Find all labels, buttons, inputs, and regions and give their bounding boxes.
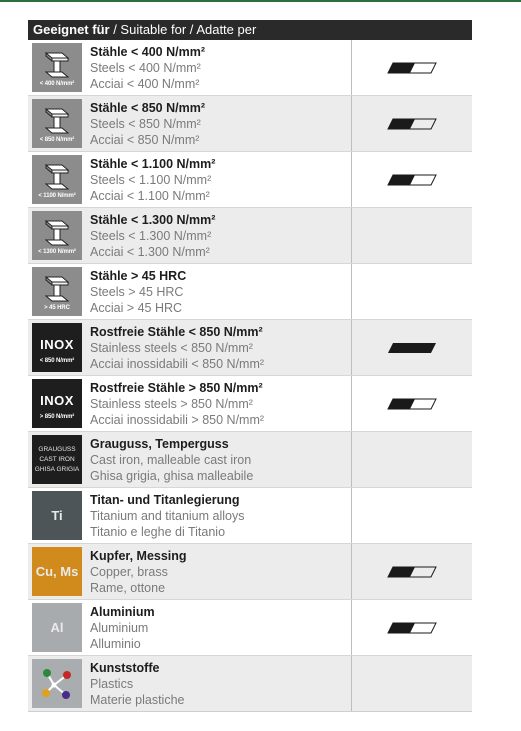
material-de: Stähle < 1.100 N/mm²: [90, 156, 216, 171]
material-texts: [90, 212, 215, 260]
top-accent-line: [0, 0, 521, 2]
icon-caption: < 400 N/mm²: [39, 81, 75, 87]
material-de: Kupfer, Messing: [90, 548, 187, 563]
steel-icon: [32, 99, 82, 148]
steel-icon: [32, 43, 82, 92]
icon-caption: < 1100 N/mm²: [38, 193, 76, 199]
material-texts: [90, 660, 185, 708]
material-en: Steels > 45 HRC: [90, 284, 184, 299]
material-texts: [90, 436, 253, 484]
material-it: Alluminio: [90, 636, 141, 651]
table-row: [28, 487, 472, 543]
rating-cell: [351, 376, 472, 431]
icon-caption: GHISA GRIGIA: [34, 465, 80, 473]
inox-icon: [32, 379, 82, 428]
inox-icon: [32, 323, 82, 372]
material-cell: [28, 432, 351, 487]
rating-half-icon: [387, 622, 437, 634]
icon-caption: CAST IRON: [39, 455, 75, 463]
material-cell: [28, 208, 351, 263]
material-cell: [28, 376, 351, 431]
material-texts: [90, 492, 244, 540]
material-en: Steels < 850 N/mm²: [90, 116, 201, 131]
material-it: Ghisa grigia, ghisa malleabile: [90, 468, 254, 483]
rating-half-icon: [387, 62, 437, 74]
steel-icon: [32, 155, 82, 204]
material-en: Stainless steels > 850 N/mm²: [90, 396, 253, 411]
steel-beam-icon: [42, 162, 72, 192]
material-texts: [90, 380, 264, 428]
material-texts: [90, 156, 215, 204]
material-de: Titan- und Titanlegierung: [90, 492, 240, 507]
material-en: Titanium and titanium alloys: [90, 508, 245, 523]
material-it: Acciai inossidabili < 850 N/mm²: [90, 356, 265, 371]
rating-cell: [351, 488, 472, 543]
material-it: Titanio e leghe di Titanio: [90, 524, 226, 539]
material-texts: [90, 548, 187, 596]
rating-cell: [351, 544, 472, 599]
material-en: Copper, brass: [90, 564, 168, 579]
material-cell: [28, 264, 351, 319]
header-it: Adatte per: [196, 22, 257, 37]
table-row: [28, 655, 472, 711]
rating-cell: [351, 96, 472, 151]
header-de: Geeignet für: [33, 22, 110, 37]
material-de: Stähle < 400 N/mm²: [90, 44, 205, 59]
rating-cell: [351, 656, 472, 711]
rating-half-icon: [387, 174, 437, 186]
icon-caption: < 1300 N/mm²: [38, 249, 76, 255]
table-row: [28, 151, 472, 207]
table-row: [28, 375, 472, 431]
rating-cell: [351, 208, 472, 263]
al-icon: [32, 603, 82, 652]
steel-beam-icon: [42, 274, 72, 304]
table-body: [28, 40, 472, 711]
table-row: [28, 263, 472, 319]
rating-cell: [351, 320, 472, 375]
material-it: Rame, ottone: [90, 580, 166, 595]
material-en: Plastics: [90, 676, 134, 691]
ti-icon: [32, 491, 82, 540]
table-row: [28, 207, 472, 263]
table-header: [28, 20, 472, 40]
material-it: Acciai < 1.300 N/mm²: [90, 244, 210, 259]
steel-icon: [32, 211, 82, 260]
steel-beam-icon: [42, 218, 72, 248]
material-de: Stähle > 45 HRC: [90, 268, 187, 283]
material-de: Kunststoffe: [90, 660, 160, 675]
material-en: Steels < 400 N/mm²: [90, 60, 201, 75]
material-texts: [90, 268, 186, 316]
header-sep: /: [186, 22, 197, 37]
material-cell: [28, 656, 351, 711]
icon-label: Al: [50, 620, 64, 635]
material-texts: [90, 44, 205, 92]
plastics-icon: [32, 659, 82, 708]
icon-label: INOX: [40, 393, 74, 408]
rating-half-icon: [387, 398, 437, 410]
material-cell: [28, 152, 351, 207]
material-de: Rostfreie Stähle > 850 N/mm²: [90, 380, 263, 395]
material-de: Rostfreie Stähle < 850 N/mm²: [90, 324, 263, 339]
material-cell: [28, 544, 351, 599]
icon-caption: < 850 N/mm²: [39, 358, 75, 364]
rating-half-icon: [387, 118, 437, 130]
material-cell: [28, 488, 351, 543]
material-en: Steels < 1.100 N/mm²: [90, 172, 212, 187]
material-de: Stähle < 850 N/mm²: [90, 100, 205, 115]
material-en: Aluminium: [90, 620, 149, 635]
plastics-molecule-icon: [32, 659, 82, 708]
material-de: Stähle < 1.300 N/mm²: [90, 212, 216, 227]
material-cell: [28, 40, 351, 95]
cast-iron-icon: [32, 435, 82, 484]
cu-icon: [32, 547, 82, 596]
material-en: Cast iron, malleable cast iron: [90, 452, 252, 467]
rating-full-icon: [387, 342, 437, 354]
icon-label: Ti: [51, 508, 63, 523]
material-texts: [90, 324, 264, 372]
steel-beam-icon: [42, 106, 72, 136]
material-de: Aluminium: [90, 604, 155, 619]
steel-icon: [32, 267, 82, 316]
material-it: Materie plastiche: [90, 692, 185, 707]
table-row: [28, 40, 472, 95]
material-cell: [28, 96, 351, 151]
icon-caption: GRAUGUSS: [38, 445, 76, 453]
icon-caption: < 850 N/mm²: [39, 137, 75, 143]
material-it: Acciai < 1.100 N/mm²: [90, 188, 210, 203]
rating-cell: [351, 264, 472, 319]
icon-label: Cu, Ms: [35, 564, 79, 579]
steel-beam-icon: [42, 50, 72, 80]
material-texts: [90, 100, 205, 148]
table-row: [28, 319, 472, 375]
rating-cell: [351, 432, 472, 487]
material-texts: [90, 604, 155, 652]
material-en: Steels < 1.300 N/mm²: [90, 228, 212, 243]
icon-caption: > 850 N/mm²: [39, 414, 75, 420]
rating-cell: [351, 600, 472, 655]
material-cell: [28, 320, 351, 375]
table-row: [28, 599, 472, 655]
rating-half-icon: [387, 566, 437, 578]
suitability-table: [28, 20, 472, 712]
icon-caption: > 45 HRC: [44, 305, 70, 311]
rating-cell: [351, 152, 472, 207]
header-sep: /: [109, 22, 121, 37]
material-it: Acciai > 45 HRC: [90, 300, 183, 315]
material-en: Stainless steels < 850 N/mm²: [90, 340, 253, 355]
material-it: Acciai inossidabili > 850 N/mm²: [90, 412, 265, 427]
material-de: Grauguss, Temperguss: [90, 436, 229, 451]
table-row: [28, 543, 472, 599]
table-row: [28, 431, 472, 487]
icon-label: INOX: [40, 337, 74, 352]
table-row: [28, 95, 472, 151]
material-it: Acciai < 850 N/mm²: [90, 132, 200, 147]
material-it: Acciai < 400 N/mm²: [90, 76, 200, 91]
rating-cell: [351, 40, 472, 95]
header-en: Suitable for: [120, 22, 187, 37]
material-cell: [28, 600, 351, 655]
